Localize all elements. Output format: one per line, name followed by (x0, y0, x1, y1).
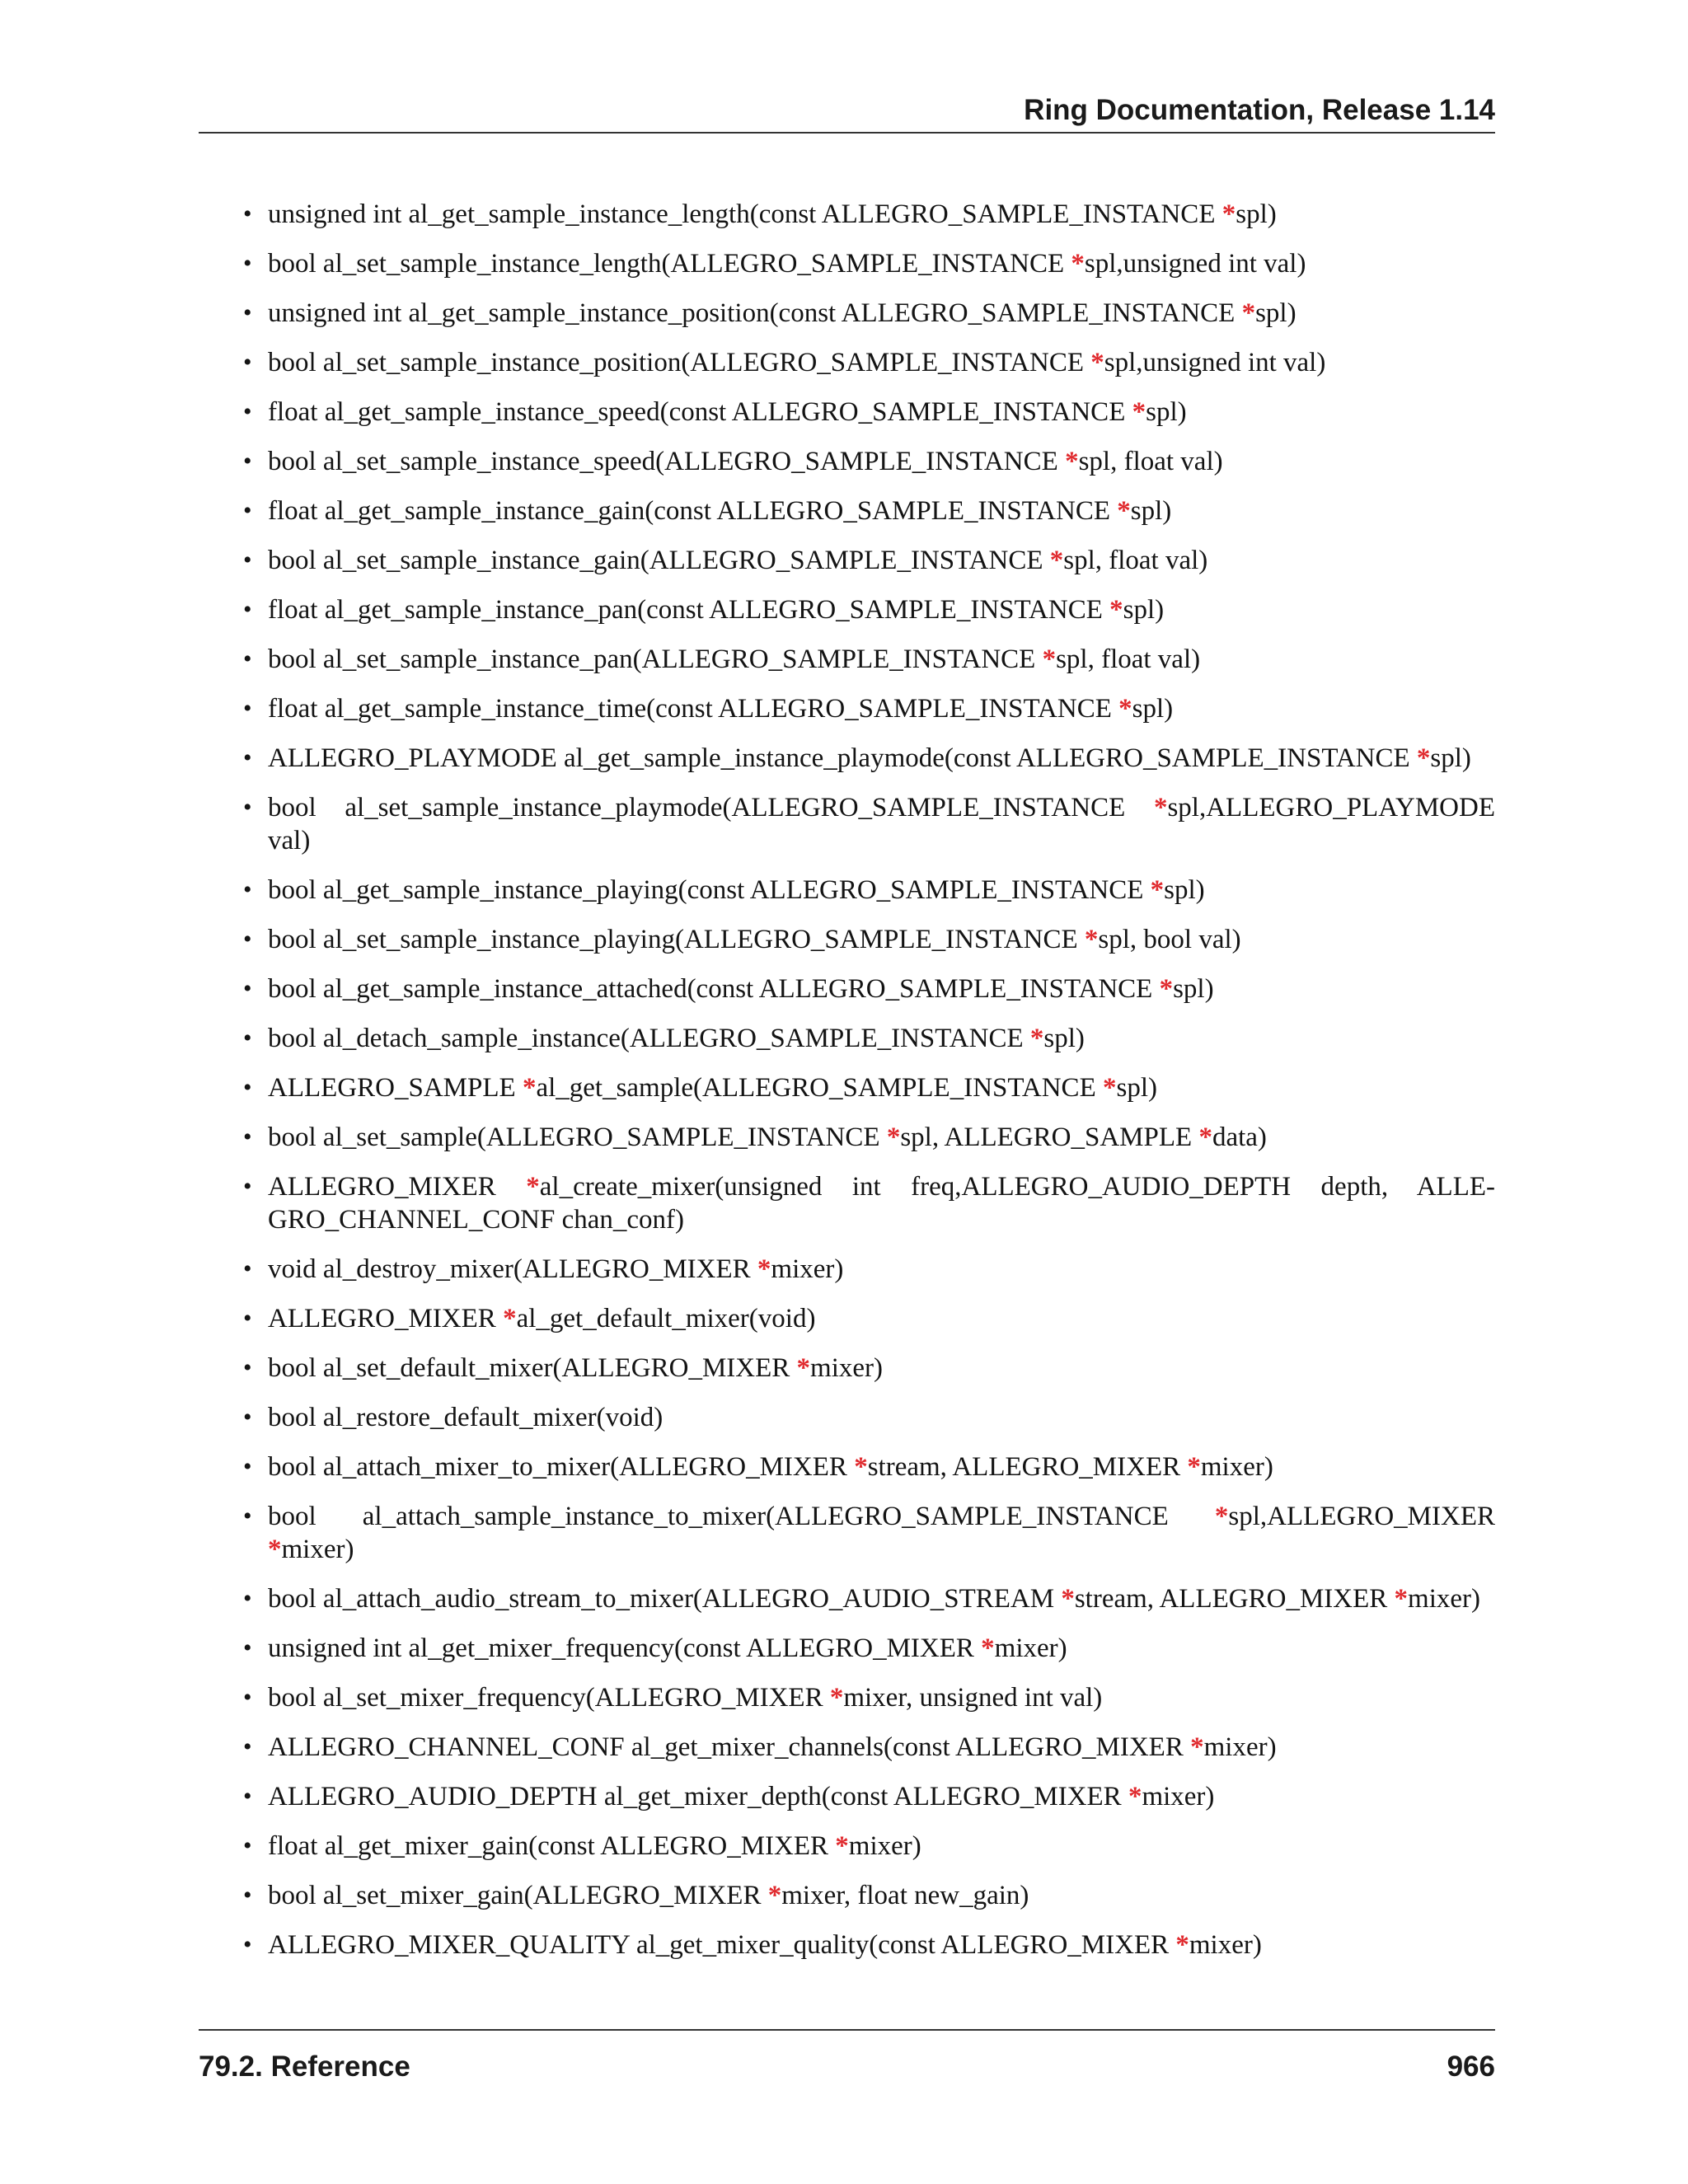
pointer-asterisk: * (1198, 1122, 1212, 1152)
list-item (243, 923, 1495, 956)
pointer-asterisk: * (1190, 1732, 1204, 1762)
signature-text: ALLEGRO_CHANNEL_CONF al_get_mixer_channels(const ALLEGRO_MIXER (268, 1732, 1191, 1762)
page-content (243, 198, 1495, 1978)
signature-text: spl) (1173, 974, 1214, 1004)
pointer-asterisk: * (757, 1254, 771, 1284)
pointer-asterisk: * (1118, 694, 1132, 724)
list-item (243, 692, 1495, 725)
pointer-asterisk: * (503, 1304, 517, 1333)
signature-text: float al_get_sample_instance_speed(const ALLEGRO_SAMPLE_INSTANCE (268, 397, 1132, 427)
signature-text: al_create_mixer(unsigned int freq,ALLEGRO_AUDIO_DEPTH depth, ALLE-GRO_CHANNEL_CONF chan_conf) (268, 1172, 1496, 1235)
pointer-asterisk: * (1241, 298, 1256, 328)
pointer-asterisk: * (1109, 595, 1123, 625)
list-item (243, 1170, 1495, 1236)
list-item (243, 742, 1495, 775)
pointer-asterisk: * (1071, 249, 1085, 279)
list-item (243, 445, 1495, 478)
signature-text: spl) (1130, 496, 1172, 526)
signature-text: spl,ALLEGRO_PLAYMODE val) (268, 793, 1495, 855)
list-item (243, 1401, 1495, 1434)
list-item (243, 544, 1495, 577)
signature-text: bool al_detach_sample_instance(ALLEGRO_SAMPLE_INSTANCE (268, 1024, 1030, 1053)
pointer-asterisk: * (1394, 1584, 1409, 1614)
page-footer (199, 2029, 1495, 2083)
signature-text: spl, float val) (1056, 644, 1201, 674)
signature-text: ALLEGRO_MIXER (268, 1172, 527, 1202)
pointer-asterisk: * (1090, 348, 1104, 377)
pointer-asterisk: * (829, 1683, 844, 1713)
signature-text: spl) (1123, 595, 1165, 625)
pointer-asterisk: * (1029, 1024, 1044, 1053)
pointer-asterisk: * (1102, 1073, 1117, 1103)
signature-text: spl) (1430, 743, 1471, 773)
signature-text: spl,ALLEGRO_MIXER (1228, 1502, 1495, 1531)
section-label: 79.2. Reference (199, 2050, 410, 2083)
signature-text: mixer) (1142, 1782, 1215, 1811)
pointer-asterisk: * (1117, 496, 1131, 526)
pointer-asterisk: * (268, 1535, 282, 1564)
list-item (243, 396, 1495, 429)
signature-text: stream, ALLEGRO_MIXER (867, 1452, 1188, 1482)
signature-text: mixer) (281, 1535, 354, 1564)
pointer-asterisk: * (981, 1633, 995, 1663)
signature-text: al_get_default_mixer(void) (516, 1304, 816, 1333)
signature-text: bool al_set_sample_instance_length(ALLEGRO_SAMPLE_INSTANCE (268, 249, 1071, 279)
signature-text: unsigned int al_get_mixer_frequency(const ALLEGRO_MIXER (268, 1633, 982, 1663)
signature-text: ALLEGRO_PLAYMODE al_get_sample_instance_playmode(const ALLEGRO_SAMPLE_INSTANCE (268, 743, 1417, 773)
list-item (243, 1071, 1495, 1104)
signature-text: float al_get_sample_instance_pan(const ALLEGRO_SAMPLE_INSTANCE (268, 595, 1110, 625)
signature-text: stream, ALLEGRO_MIXER (1074, 1584, 1395, 1614)
pointer-asterisk: * (522, 1073, 537, 1103)
list-item (243, 1929, 1495, 1961)
signature-text: float al_get_mixer_gain(const ALLEGRO_MIXER (268, 1831, 836, 1861)
signature-text: data) (1212, 1122, 1267, 1152)
list-item (243, 593, 1495, 626)
signature-text: spl) (1164, 875, 1205, 905)
list-item (243, 643, 1495, 676)
signature-text: ALLEGRO_SAMPLE (268, 1073, 523, 1103)
signature-text: al_get_sample(ALLEGRO_SAMPLE_INSTANCE (536, 1073, 1103, 1103)
list-item (243, 1830, 1495, 1863)
signature-text: bool al_set_mixer_frequency(ALLEGRO_MIXER (268, 1683, 830, 1713)
list-item (243, 1352, 1495, 1385)
signature-text: spl, ALLEGRO_SAMPLE (900, 1122, 1199, 1152)
list-item (243, 494, 1495, 527)
signature-text: bool al_set_sample_instance_gain(ALLEGRO_SAMPLE_INSTANCE (268, 546, 1050, 575)
signature-text: bool al_set_default_mixer(ALLEGRO_MIXER (268, 1353, 797, 1383)
list-item (243, 972, 1495, 1005)
signature-text: bool al_set_mixer_gain(ALLEGRO_MIXER (268, 1881, 768, 1910)
function-signature-list (243, 198, 1495, 1961)
signature-text: bool al_set_sample_instance_pan(ALLEGRO_SAMPLE_INSTANCE (268, 644, 1043, 674)
signature-text: ALLEGRO_AUDIO_DEPTH al_get_mixer_depth(const ALLEGRO_MIXER (268, 1782, 1128, 1811)
signature-text: bool al_attach_mixer_to_mixer(ALLEGRO_MIXER (268, 1452, 855, 1482)
pointer-asterisk: * (1214, 1502, 1229, 1531)
signature-text: unsigned int al_get_sample_instance_length(const ALLEGRO_SAMPLE_INSTANCE (268, 199, 1222, 229)
pointer-asterisk: * (767, 1881, 782, 1910)
pointer-asterisk: * (1159, 974, 1174, 1004)
pointer-asterisk: * (526, 1172, 540, 1202)
signature-text: ALLEGRO_MIXER_QUALITY al_get_mixer_quality(const ALLEGRO_MIXER (268, 1930, 1176, 1960)
document-title: Ring Documentation, Release 1.14 (1024, 94, 1495, 126)
list-item (243, 1681, 1495, 1714)
list-item (243, 1022, 1495, 1055)
signature-text: spl, float val) (1063, 546, 1208, 575)
pointer-asterisk: * (1042, 644, 1057, 674)
list-item (243, 1582, 1495, 1615)
pointer-asterisk: * (886, 1122, 901, 1152)
signature-text: bool al_set_sample_instance_speed(ALLEGRO_SAMPLE_INSTANCE (268, 447, 1066, 476)
signature-text: mixer) (848, 1831, 921, 1861)
list-item (243, 1780, 1495, 1813)
signature-text: spl, bool val) (1098, 925, 1241, 954)
pointer-asterisk: * (1061, 1584, 1075, 1614)
list-item (243, 1121, 1495, 1154)
signature-text: spl) (1043, 1024, 1085, 1053)
signature-text: mixer) (1200, 1452, 1273, 1482)
signature-text: float al_get_sample_instance_gain(const ALLEGRO_SAMPLE_INSTANCE (268, 496, 1118, 526)
pointer-asterisk: * (1153, 793, 1168, 823)
page-number: 966 (1447, 2050, 1495, 2083)
list-item (243, 1451, 1495, 1483)
signature-text: bool al_get_sample_instance_playing(const ALLEGRO_SAMPLE_INSTANCE (268, 875, 1151, 905)
list-item (243, 1302, 1495, 1335)
signature-text: bool al_set_sample_instance_playing(ALLEGRO_SAMPLE_INSTANCE (268, 925, 1085, 954)
list-item (243, 346, 1495, 379)
pointer-asterisk: * (1065, 447, 1079, 476)
signature-text: spl,unsigned int val) (1104, 348, 1326, 377)
signature-text: mixer, unsigned int val) (843, 1683, 1103, 1713)
signature-text: mixer) (810, 1353, 884, 1383)
pointer-asterisk: * (1221, 199, 1236, 229)
pointer-asterisk: * (1084, 925, 1099, 954)
list-item (243, 1632, 1495, 1665)
pointer-asterisk: * (854, 1452, 868, 1482)
pointer-asterisk: * (1187, 1452, 1201, 1482)
pointer-asterisk: * (1132, 397, 1146, 427)
signature-text: spl) (1236, 199, 1277, 229)
signature-text: spl, float val) (1078, 447, 1223, 476)
pointer-asterisk: * (1049, 546, 1064, 575)
signature-text: bool al_restore_default_mixer(void) (268, 1403, 663, 1432)
signature-text: unsigned int al_get_sample_instance_position(const ALLEGRO_SAMPLE_INSTANCE (268, 298, 1242, 328)
signature-text: spl) (1255, 298, 1296, 328)
pointer-asterisk: * (1128, 1782, 1142, 1811)
signature-text: void al_destroy_mixer(ALLEGRO_MIXER (268, 1254, 757, 1284)
signature-text: bool al_attach_sample_instance_to_mixer(ALLEGRO_SAMPLE_INSTANCE (268, 1502, 1215, 1531)
signature-text: spl) (1146, 397, 1187, 427)
list-item (243, 1253, 1495, 1286)
signature-text: spl) (1116, 1073, 1157, 1103)
signature-text: mixer, float new_gain) (781, 1881, 1029, 1910)
pointer-asterisk: * (1150, 875, 1165, 905)
list-item (243, 1731, 1495, 1764)
signature-text: bool al_set_sample_instance_playmode(ALLEGRO_SAMPLE_INSTANCE (268, 793, 1154, 823)
signature-text: float al_get_sample_instance_time(const ALLEGRO_SAMPLE_INSTANCE (268, 694, 1119, 724)
list-item (243, 874, 1495, 907)
signature-text: mixer) (1203, 1732, 1277, 1762)
page-header (199, 92, 1495, 134)
list-item (243, 198, 1495, 231)
signature-text: spl,unsigned int val) (1084, 249, 1306, 279)
list-item (243, 1879, 1495, 1912)
signature-text: ALLEGRO_MIXER (268, 1304, 504, 1333)
signature-text: mixer) (994, 1633, 1067, 1663)
signature-text: bool al_set_sample_instance_position(ALLEGRO_SAMPLE_INSTANCE (268, 348, 1091, 377)
list-item (243, 297, 1495, 330)
signature-text: bool al_attach_audio_stream_to_mixer(ALLEGRO_AUDIO_STREAM (268, 1584, 1062, 1614)
signature-text: spl) (1132, 694, 1174, 724)
signature-text: bool al_get_sample_instance_attached(const ALLEGRO_SAMPLE_INSTANCE (268, 974, 1160, 1004)
pointer-asterisk: * (1416, 743, 1431, 773)
list-item (243, 1500, 1495, 1566)
signature-text: bool al_set_sample(ALLEGRO_SAMPLE_INSTANCE (268, 1122, 887, 1152)
list-item (243, 791, 1495, 857)
pointer-asterisk: * (796, 1353, 811, 1383)
list-item (243, 247, 1495, 280)
pointer-asterisk: * (1175, 1930, 1189, 1960)
signature-text: mixer) (1408, 1584, 1480, 1614)
signature-text: mixer) (1189, 1930, 1262, 1960)
pointer-asterisk: * (835, 1831, 849, 1861)
signature-text: mixer) (771, 1254, 844, 1284)
